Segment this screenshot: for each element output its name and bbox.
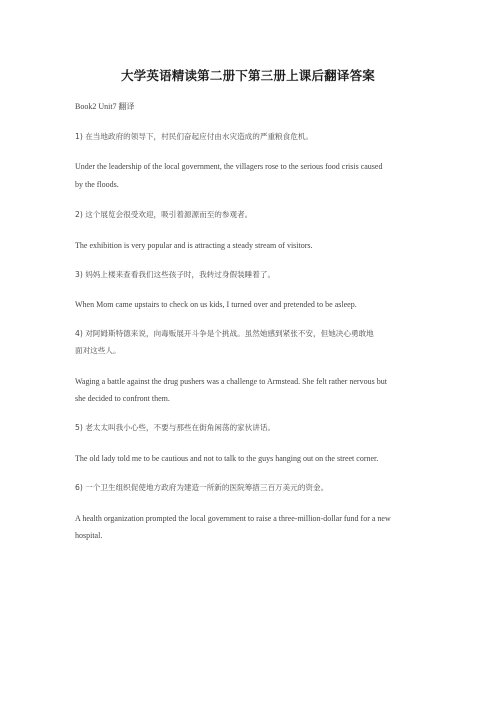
item-6-english-line1: A health organization prompted the local government to raise a three-million-dollar fund for a new xyxy=(75,514,391,523)
item-2-chinese: 2) 这个展览会很受欢迎，吸引着源源而至的参观者。 xyxy=(75,210,253,219)
item-5-chinese: 5) 老太太叫我小心些，不要与那些在街角闲荡的家伙讲话。 xyxy=(75,423,276,432)
item-1-english-line1: Under the leadership of the local government, the villagers rose to the serious food crisis caused xyxy=(75,162,383,171)
section-heading: Book2 Unit7 翻译 xyxy=(75,102,135,111)
item-4-english-line1: Waging a battle against the drug pushers was a challenge to Armstead. She felt rather nervous but xyxy=(75,377,387,386)
item-3-chinese: 3) 妈妈上楼来查看我们这些孩子时，我转过身假装睡着了。 xyxy=(75,270,276,279)
item-6-english-line2: hospital. xyxy=(75,531,103,540)
item-1-english-line2: by the floods. xyxy=(75,180,119,189)
item-3-english-line1: When Mom came upstairs to check on us kids, I turned over and pretended to be asleep. xyxy=(75,300,357,309)
item-2-english-line1: The exhibition is very popular and is attracting a steady stream of visitors. xyxy=(75,241,313,250)
item-1-chinese: 1) 在当地政府的领导下，村民们奋起应付由水灾造成的严重粮食危机。 xyxy=(75,132,314,141)
document-title: 大学英语精读第二册下第三册上课后翻译答案 xyxy=(120,68,375,83)
item-4-chinese-line2: 面对这些人。 xyxy=(75,346,121,355)
item-4-chinese-line1: 4) 对阿姆斯特德来说，向毒贩展开斗争是个挑战。虽然她感到紧张不安，但她决心勇敢地 xyxy=(75,329,374,338)
item-6-chinese: 6) 一个卫生组织促使地方政府为建造一所新的医院筹措三百万美元的资金。 xyxy=(75,483,329,492)
item-5-english-line1: The old lady told me to be cautious and not to talk to the guys hanging out on the street corner. xyxy=(75,454,379,463)
item-4-english-line2: she decided to confront them. xyxy=(75,394,170,403)
